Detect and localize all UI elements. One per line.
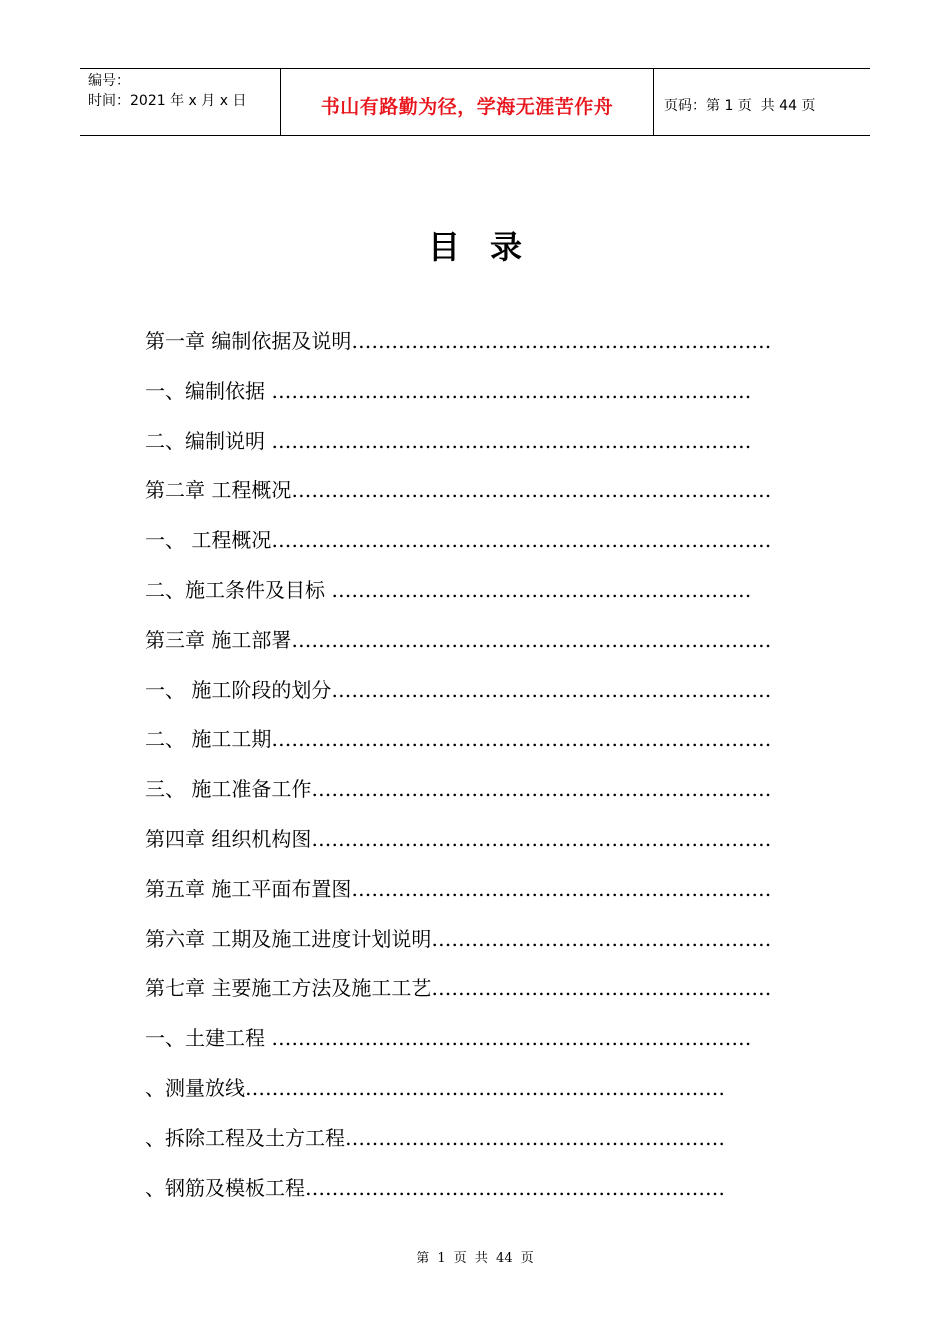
toc-entry[interactable]: 第六章 工期及施工进度计划说明…………………………………………… (145, 926, 772, 951)
toc-entry[interactable]: 第五章 施工平面布置图……………………………………………………… (145, 876, 772, 901)
toc-entry[interactable]: 一、 工程概况………………………………………………………………… (145, 528, 772, 553)
toc-entry[interactable]: 一、编制依据 ……………………………………………………………… (145, 378, 752, 403)
toc-entry[interactable]: 二、 施工工期………………………………………………………………… (145, 727, 772, 752)
page-title: 目录 (427, 228, 552, 266)
toc-entry[interactable]: 、测量放线……………………………………………………………… (145, 1075, 725, 1100)
toc-entry[interactable]: 二、编制说明 ……………………………………………………………… (145, 428, 752, 453)
toc-entry[interactable]: 第二章 工程概况……………………………………………………………… (145, 478, 772, 503)
header-page-code: 页码：第 1 页 共 44 页 (664, 98, 816, 114)
toc-entry[interactable]: 一、 施工阶段的划分………………………………………………………… (145, 677, 772, 702)
document-time-label: 时间：2021 年 x 月 x 日 (88, 93, 247, 109)
toc-entry[interactable]: 一、土建工程 ……………………………………………………………… (145, 1026, 752, 1051)
document-number-label: 编号： (88, 73, 130, 89)
toc-entry[interactable]: 第七章 主要施工方法及施工工艺…………………………………………… (145, 976, 772, 1001)
header-motto-cell (281, 69, 654, 135)
toc-entry[interactable]: 、拆除工程及土方工程………………………………………………… (145, 1125, 725, 1150)
header-meta-cell (80, 69, 281, 135)
toc-entry[interactable]: 、钢筋及模板工程……………………………………………………… (145, 1175, 725, 1200)
header-motto: 书山有路勤为径，学海无涯苦作舟 (320, 95, 614, 118)
toc-entry[interactable]: 第一章 编制依据及说明……………………………………………………… (145, 329, 772, 353)
toc-entry[interactable]: 第三章 施工部署……………………………………………………………… (145, 627, 772, 652)
toc-entry[interactable]: 二、施工条件及目标 ……………………………………………………… (145, 577, 752, 602)
table-of-contents (145, 326, 785, 1222)
page-footer: 第 1 页 共 44 页 (416, 1251, 534, 1266)
document-header (80, 68, 870, 136)
toc-entry[interactable]: 三、 施工准备工作…………………………………………………………… (145, 777, 772, 802)
toc-entry[interactable]: 第四章 组织机构图…………………………………………………………… (145, 826, 772, 851)
